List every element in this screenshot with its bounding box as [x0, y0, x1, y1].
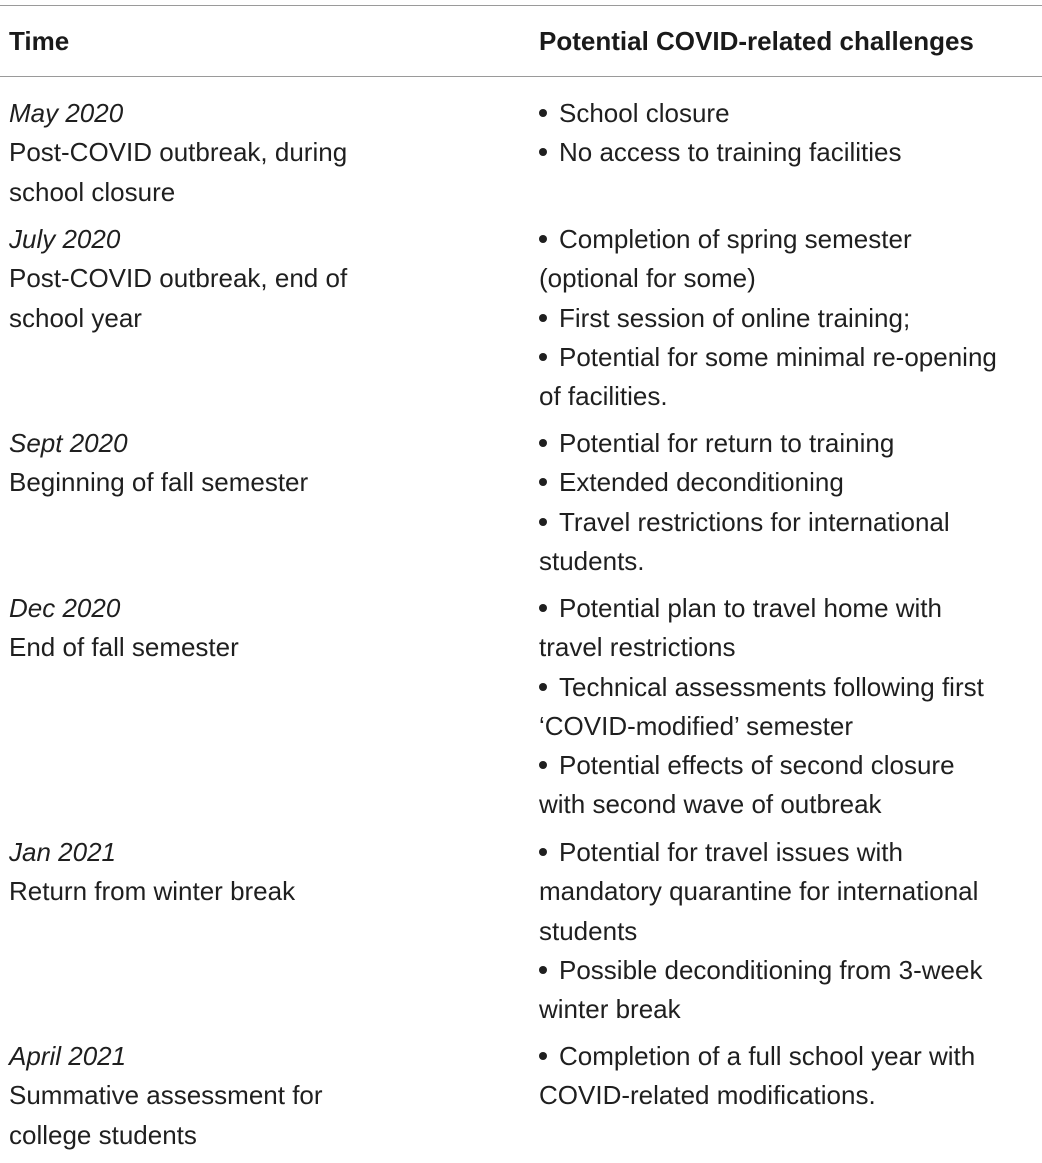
row-date: Sept 2020	[9, 428, 128, 458]
challenge-text: travel restrictions	[539, 632, 736, 663]
challenge-item	[539, 746, 1039, 785]
challenge-item	[539, 503, 1039, 542]
challenge-text: winter break	[539, 994, 681, 1025]
bullet-icon	[539, 1052, 547, 1060]
row-description-line: college students	[9, 1119, 197, 1150]
bullet-icon	[539, 148, 547, 156]
row-description-line: Return from winter break	[9, 876, 296, 907]
challenge-text: students	[539, 915, 638, 946]
challenge-text: Potential effects of second closure	[559, 750, 955, 781]
challenge-text: (optional for some)	[539, 263, 756, 294]
challenge-item	[539, 338, 1039, 377]
header-rule	[0, 76, 1042, 77]
table-row	[0, 589, 1042, 825]
challenge-text: School closure	[559, 98, 730, 128]
challenges-cell	[539, 424, 1039, 581]
bullet-icon	[539, 109, 547, 117]
bullet-icon	[539, 848, 547, 856]
bullet-icon	[539, 761, 547, 769]
bullet-icon	[539, 235, 547, 243]
bullet-icon	[539, 439, 547, 447]
row-date: April 2021	[9, 1041, 127, 1071]
row-description-line: Summative assessment for	[9, 1080, 323, 1111]
challenge-text: with second wave of outbreak	[539, 789, 882, 820]
challenge-item-continuation	[539, 785, 1039, 824]
challenge-item-continuation	[539, 377, 1039, 416]
row-description-line: school year	[9, 302, 142, 333]
challenges-cell	[539, 833, 1039, 1029]
challenge-item	[539, 951, 1039, 990]
bullet-icon	[539, 518, 547, 526]
challenge-item-continuation	[539, 542, 1039, 581]
table-row	[0, 1037, 1042, 1155]
challenge-item	[539, 299, 1039, 338]
row-description-line: Beginning of fall semester	[9, 467, 309, 498]
table-row	[0, 220, 1042, 416]
challenge-item	[539, 133, 1039, 172]
challenge-text: Completion of spring semester	[559, 224, 912, 254]
challenge-text: No access to training facilities	[559, 137, 902, 168]
bullet-icon	[539, 314, 547, 322]
challenge-item-continuation	[539, 1076, 1039, 1115]
challenge-text: mandatory quarantine for international	[539, 876, 979, 907]
header-time: Time	[9, 26, 70, 56]
table-top-rule	[0, 5, 1042, 6]
challenge-text: Extended deconditioning	[559, 467, 844, 498]
challenge-item	[539, 463, 1039, 502]
challenge-text: ‘COVID-modified’ semester	[539, 710, 854, 741]
challenge-text: of facilities.	[539, 381, 668, 412]
header-challenges: Potential COVID-related challenges	[539, 26, 974, 56]
challenge-text: First session of online training;	[559, 302, 911, 333]
challenge-item-continuation	[539, 628, 1039, 667]
row-date: Dec 2020	[9, 593, 121, 623]
challenge-text: Potential for travel issues with	[559, 837, 903, 867]
challenge-item	[539, 220, 1039, 259]
row-date: May 2020	[9, 98, 124, 128]
challenge-text: Potential for some minimal re-opening	[559, 341, 997, 372]
time-cell	[0, 94, 401, 212]
challenge-text: Potential for return to training	[559, 428, 895, 458]
table-row	[0, 94, 1042, 212]
challenges-cell	[539, 589, 1039, 825]
bullet-icon	[539, 478, 547, 486]
bullet-icon	[539, 966, 547, 974]
bullet-icon	[539, 604, 547, 612]
row-description-line: End of fall semester	[9, 632, 239, 663]
bullet-icon	[539, 683, 547, 691]
challenge-item-continuation	[539, 990, 1039, 1029]
bullet-icon	[539, 353, 547, 361]
challenge-text: Possible deconditioning from 3-week	[559, 954, 983, 985]
challenge-item	[539, 94, 1039, 133]
table-body	[0, 94, 1042, 1163]
time-cell	[0, 833, 401, 1029]
time-cell	[0, 589, 401, 825]
challenge-text: Travel restrictions for international	[559, 506, 950, 537]
challenge-item	[539, 833, 1039, 872]
challenge-text: Completion of a full school year with	[559, 1041, 976, 1071]
challenge-text: Potential plan to travel home with	[559, 593, 942, 623]
challenge-text: Technical assessments following first	[559, 671, 984, 702]
table-row	[0, 833, 1042, 1029]
row-date: July 2020	[9, 224, 121, 254]
challenge-item	[539, 668, 1039, 707]
challenge-item-continuation	[539, 912, 1039, 951]
time-cell	[0, 424, 401, 581]
row-description-line: school closure	[9, 176, 176, 207]
row-description-line: Post-COVID outbreak, during	[9, 137, 348, 168]
challenges-cell	[539, 94, 1039, 173]
challenge-item-continuation	[539, 259, 1039, 298]
challenge-item	[539, 1037, 1039, 1076]
challenge-item-continuation	[539, 707, 1039, 746]
time-cell	[0, 220, 401, 416]
challenge-text: COVID-related modifications.	[539, 1080, 876, 1111]
table-header	[0, 26, 1042, 62]
challenges-cell	[539, 1037, 1039, 1116]
row-date: Jan 2021	[9, 837, 116, 867]
challenge-item-continuation	[539, 872, 1039, 911]
table-row	[0, 424, 1042, 581]
row-description-line: Post-COVID outbreak, end of	[9, 263, 348, 294]
challenge-text: students.	[539, 545, 645, 576]
challenge-item	[539, 424, 1039, 463]
challenges-cell	[539, 220, 1039, 416]
challenge-item	[539, 589, 1039, 628]
time-cell	[0, 1037, 401, 1155]
